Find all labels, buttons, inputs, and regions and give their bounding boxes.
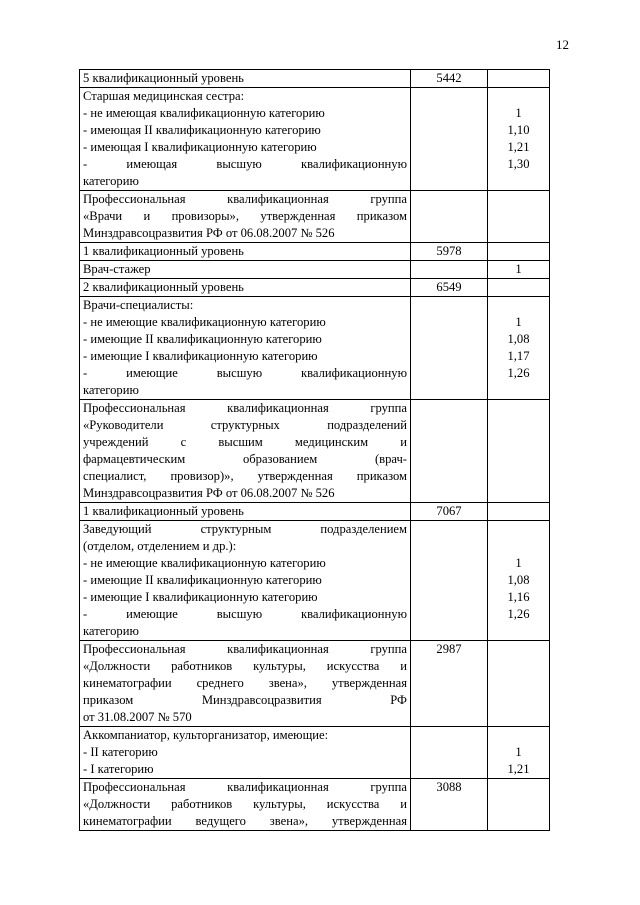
- group-line: «Должности работников культуры, искусства и: [83, 659, 407, 673]
- base-salary: 7067: [411, 503, 488, 521]
- category-label: - имеющие II квалификационную категорию: [83, 332, 322, 346]
- group-line: «Руководители структурных подразделений: [83, 418, 407, 432]
- salary-table: [79, 69, 550, 831]
- coefficient-cell: [488, 279, 550, 297]
- base-salary: 2987: [411, 641, 488, 727]
- coefficient: 1,21: [507, 762, 530, 776]
- coefficient-cell: [488, 191, 550, 243]
- category-label: - имеющие высшую квалификационную: [83, 607, 407, 621]
- category-label: - имеющие высшую квалификационную: [83, 366, 407, 380]
- coefficient-cell: [488, 243, 550, 261]
- coefficient-cell: [488, 88, 550, 191]
- position-title: Заведующий структурным подразделением: [83, 522, 407, 536]
- coefficient-cell: [488, 521, 550, 641]
- coefficient: 1,26: [507, 366, 530, 380]
- table-row: [80, 727, 550, 779]
- coefficient: 1,10: [507, 123, 530, 137]
- coefficient: 1: [515, 556, 522, 570]
- coefficient-cell: [488, 641, 550, 727]
- group-cell: [80, 779, 411, 831]
- coefficient: 1,16: [507, 590, 530, 604]
- table-row: [80, 70, 550, 88]
- table-row: [80, 279, 550, 297]
- group-line: Профессиональная квалификационная группа: [83, 780, 407, 794]
- group-line: Минздравсоцразвития РФ от 06.08.2007 № 526: [83, 486, 335, 500]
- category-label: - I категорию: [83, 762, 154, 776]
- coefficient: 1,30: [507, 157, 530, 171]
- category-label: - II категорию: [83, 745, 158, 759]
- group-line: Профессиональная квалификационная группа: [83, 642, 407, 656]
- category-label: - не имеющая квалификационную категорию: [83, 106, 325, 120]
- table-row: [80, 641, 550, 727]
- level-label: 5 квалификационный уровень: [80, 70, 411, 88]
- group-line: кинематографии ведущего звена», утвержденная: [83, 814, 407, 828]
- base-salary: [411, 191, 488, 243]
- category-label: - имеющие I квалификационную категорию: [83, 349, 318, 363]
- category-label-cont: категорию: [83, 174, 139, 188]
- group-line: учреждений с высшим медицинским и: [83, 435, 407, 449]
- coefficient-cell: [488, 70, 550, 88]
- level-label: 2 квалификационный уровень: [80, 279, 411, 297]
- category-label-cont: категорию: [83, 624, 139, 638]
- coefficient-cell: [488, 779, 550, 831]
- coefficient-cell: [488, 727, 550, 779]
- base-salary: 5442: [411, 70, 488, 88]
- base-salary: [411, 88, 488, 191]
- group-line: кинематографии среднего звена», утвержденная: [83, 676, 407, 690]
- coefficient: 1: [515, 745, 522, 759]
- base-salary: [411, 727, 488, 779]
- coefficient-cell: [488, 503, 550, 521]
- category-label: - имеющая I квалификационную категорию: [83, 140, 317, 154]
- coefficient: 1: [515, 315, 522, 329]
- group-line: Профессиональная квалификационная группа: [83, 401, 407, 415]
- category-label-cont: категорию: [83, 383, 139, 397]
- base-salary: [411, 521, 488, 641]
- table-row: [80, 521, 550, 641]
- position-cell: [80, 521, 411, 641]
- group-cell: [80, 400, 411, 503]
- level-label: 1 квалификационный уровень: [80, 503, 411, 521]
- table-row: [80, 503, 550, 521]
- coefficient: 1,21: [507, 140, 530, 154]
- coefficient: 1,08: [507, 573, 530, 587]
- base-salary: [411, 261, 488, 279]
- position-cell: [80, 297, 411, 400]
- category-label: - имеющие II квалификационную категорию: [83, 573, 322, 587]
- base-salary: 5978: [411, 243, 488, 261]
- coefficient: 1,26: [507, 607, 530, 621]
- coefficient-cell: [488, 297, 550, 400]
- page-number: 12: [556, 37, 569, 52]
- group-line: Минздравсоцразвития РФ от 06.08.2007 № 526: [83, 226, 335, 240]
- table-row: [80, 297, 550, 400]
- coefficient-cell: [488, 400, 550, 503]
- base-salary: 3088: [411, 779, 488, 831]
- table-row: [80, 88, 550, 191]
- group-line: «Должности работников культуры, искусства и: [83, 797, 407, 811]
- position-title: Врачи-специалисты:: [83, 298, 194, 312]
- position-cell: [80, 88, 411, 191]
- group-line: «Врачи и провизоры», утвержденная приказом: [83, 209, 407, 223]
- group-line: специалист, провизор)», утвержденная приказом: [83, 469, 407, 483]
- position-cell: [80, 727, 411, 779]
- group-line: от 31.08.2007 № 570: [83, 710, 192, 724]
- category-label: - имеющая высшую квалификационную: [83, 157, 407, 171]
- level-label: 1 квалификационный уровень: [80, 243, 411, 261]
- table-row: [80, 243, 550, 261]
- position-title: Аккомпаниатор, культорганизатор, имеющие:: [83, 728, 329, 742]
- group-line: приказом Минздравсоцразвития РФ: [83, 693, 407, 707]
- position-title: Врач-стажер: [80, 261, 411, 279]
- category-label: - имеющие I квалификационную категорию: [83, 590, 318, 604]
- base-salary: [411, 400, 488, 503]
- group-line: фармацевтическим образованием (врач-: [83, 452, 407, 466]
- table-row: [80, 779, 550, 831]
- group-cell: [80, 641, 411, 727]
- base-salary: [411, 297, 488, 400]
- coefficient: 1: [488, 261, 550, 279]
- table-row: [80, 400, 550, 503]
- coefficient: 1,17: [507, 349, 530, 363]
- table-row: [80, 191, 550, 243]
- category-label: - имеющая II квалификационную категорию: [83, 123, 321, 137]
- group-line: Профессиональная квалификационная группа: [83, 192, 407, 206]
- category-label: - не имеющие квалификационную категорию: [83, 315, 326, 329]
- position-title: Старшая медицинская сестра:: [83, 89, 245, 103]
- group-cell: [80, 191, 411, 243]
- coefficient: 1,08: [507, 332, 530, 346]
- category-label: - не имеющие квалификационную категорию: [83, 556, 326, 570]
- position-title: (отделом, отделением и др.):: [83, 539, 237, 553]
- base-salary: 6549: [411, 279, 488, 297]
- coefficient: 1: [515, 106, 522, 120]
- table-row: [80, 261, 550, 279]
